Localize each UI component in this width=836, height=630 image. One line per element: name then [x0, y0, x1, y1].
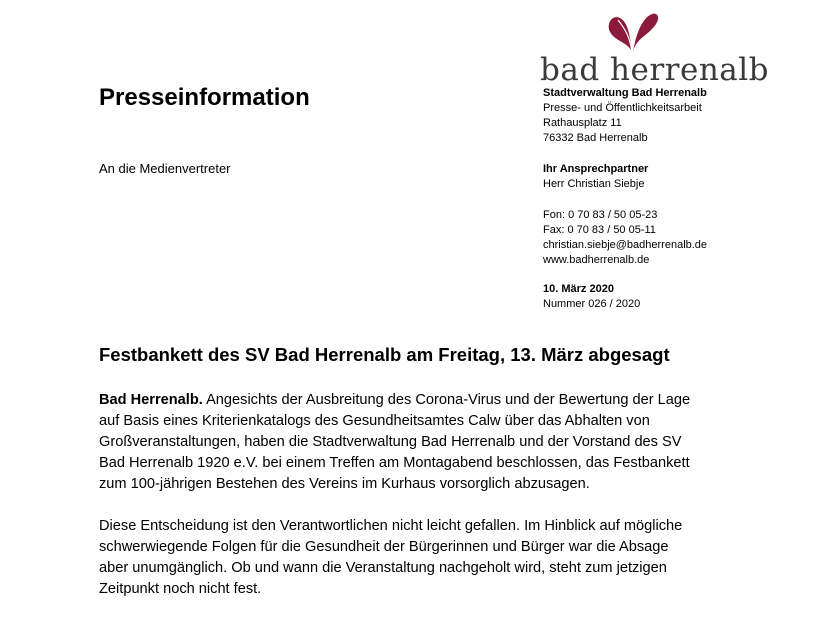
article-headline: Festbankett des SV Bad Herrenalb am Freitag, 13. März abgesagt: [99, 344, 670, 365]
paragraph-2-line: Diese Entscheidung ist den Verantwortlichen nicht leicht gefallen. Im Hinblick auf mögliche: [99, 518, 683, 534]
article-body: [99, 390, 759, 621]
paragraph-1-line: Bad Herrenalb 1920 e.V. bei einem Treffen am Montagabend beschlossen, das Festbankett: [99, 455, 690, 471]
paragraph-1-line: Großveranstaltungen, haben die Stadtverwaltung Bad Herrenalb und der Vorstand des SV: [99, 434, 682, 450]
recipient-line: An die Medienvertreter: [99, 161, 231, 176]
leaf-logo-icon: [602, 8, 666, 54]
paragraph-1-line: zum 100-jährigen Bestehen des Vereins im Kurhaus vorsorglich abzusagen.: [99, 476, 590, 492]
street-address: Rathausplatz 11: [543, 117, 622, 129]
paragraph-2-line: aber unumgänglich. Ob und wann die Veranstaltung nachgeholt wird, steht zum jetzigen: [99, 560, 667, 576]
org-name: Stadtverwaltung Bad Herrenalb: [543, 87, 707, 99]
department: Presse- und Öffentlichkeitsarbeit: [543, 102, 702, 114]
paragraph-1: [99, 390, 759, 495]
logo-wordmark: bad herrenalb: [540, 52, 770, 88]
release-number: Nummer 026 / 2020: [543, 298, 641, 310]
contact-name: Herr Christian Siebje: [543, 178, 645, 190]
city-address: 76332 Bad Herrenalb: [543, 132, 648, 144]
email-link[interactable]: christian.siebje@badherrenalb.de: [543, 239, 708, 251]
release-date: 10. März 2020: [543, 283, 614, 295]
paragraph-1-line: Angesichts der Ausbreitung des Corona-Virus und der Bewertung der Lage: [206, 392, 691, 408]
paragraph-2: [99, 516, 759, 600]
phone-number: Fon: 0 70 83 / 50 05-23: [543, 209, 658, 221]
page-title: Presseinformation: [99, 84, 310, 111]
logo: [540, 8, 770, 88]
sender-info: [543, 86, 707, 312]
dateline: Bad Herrenalb.: [99, 392, 203, 408]
paragraph-2-line: Zeitpunkt noch nicht fest.: [99, 581, 262, 597]
paragraph-2-line: schwerwiegende Folgen für die Gesundheit der Bürgerinnen und Bürger war die Absage: [99, 539, 669, 555]
paragraph-1-line: auf Basis eines Kriterienkatalogs des Gesundheitsamtes Calw über das Abhalten von: [99, 413, 650, 429]
contact-heading: Ihr Ansprechpartner: [543, 163, 649, 175]
website-link[interactable]: www.badherrenalb.de: [543, 254, 650, 266]
fax-number: Fax: 0 70 83 / 50 05-11: [543, 224, 656, 236]
